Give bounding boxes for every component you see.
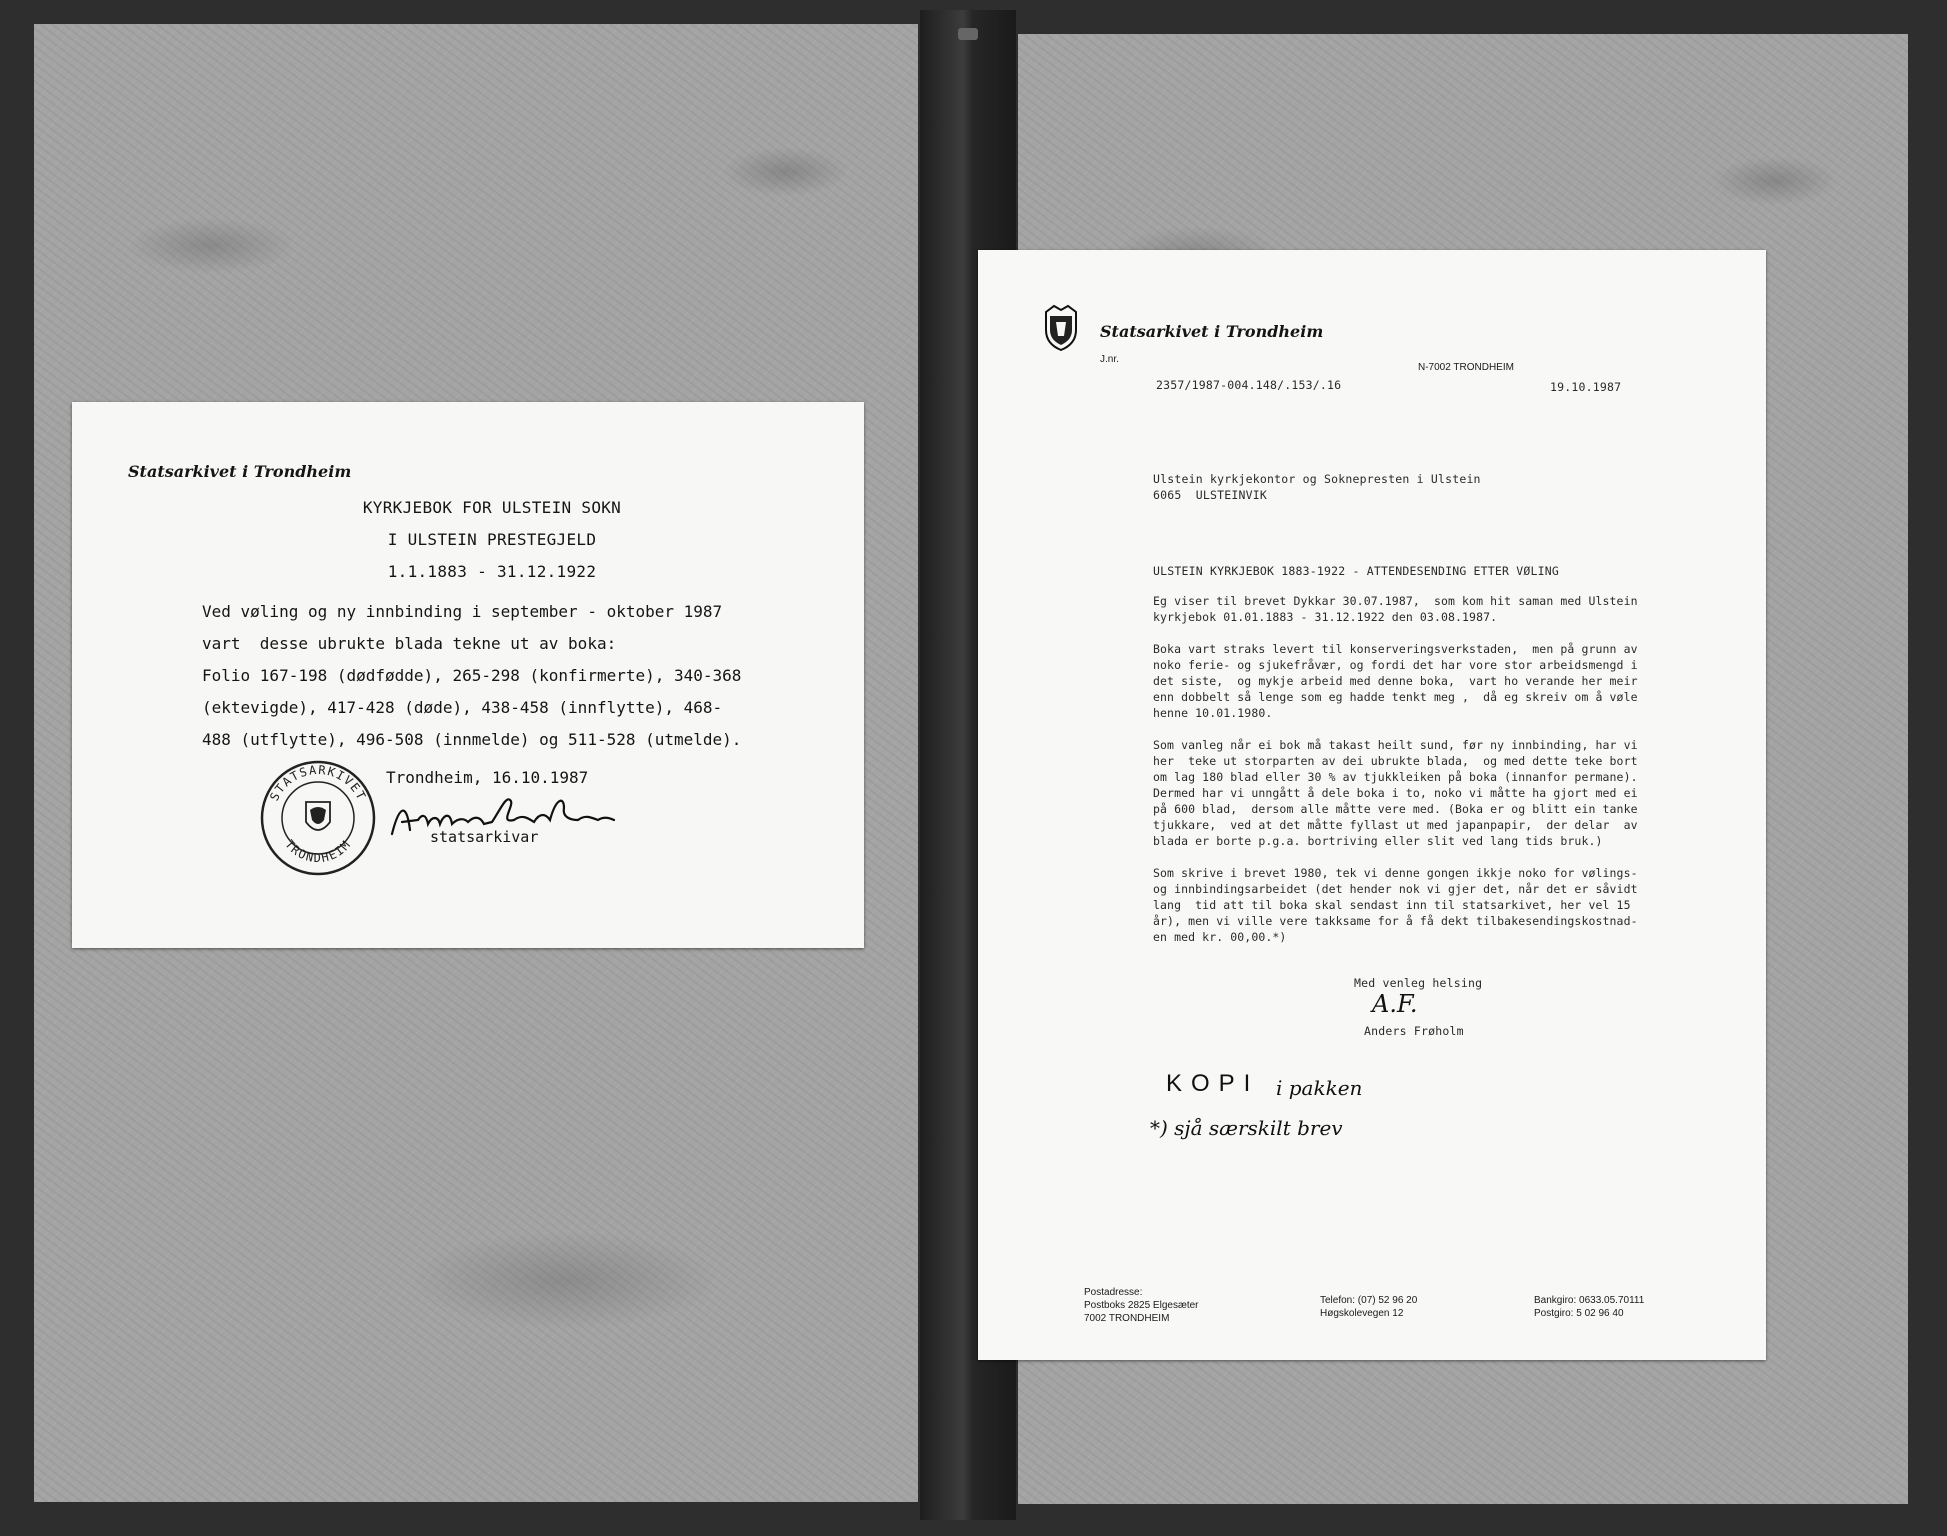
reference-number: 2357/1987-004.148/.153/.16 — [1156, 378, 1342, 392]
paragraph-line: noko ferie- og sjukefråvær, og fordi det har vore stor arbeidsmengd i — [1153, 658, 1638, 672]
handwritten-kopi-note: i pakken — [1276, 1076, 1363, 1100]
card-body-line: vart desse ubrukte blada tekne ut av boka: — [202, 634, 617, 653]
handwritten-footnote: *) sjå særskilt brev — [1150, 1116, 1343, 1140]
paragraph-line: tjukkare, ved at det måtte fyllast ut med japanpapir, der delar av — [1153, 818, 1638, 832]
paragraph-line: Som vanleg når ei bok må takast heilt sund, før ny innbinding, har vi — [1153, 738, 1638, 752]
statsarkivet-stamp — [258, 758, 378, 878]
card-title-line: KYRKJEBOK FOR ULSTEIN SOKN — [362, 498, 622, 517]
letter-subject: ULSTEIN KYRKJEBOK 1883-1922 - ATTENDESENDING ETTER VØLING — [1153, 564, 1560, 578]
handwritten-initials: A.F. — [1372, 990, 1418, 1018]
signer-name: Anders Frøholm — [1364, 1024, 1464, 1038]
paragraph-line: og innbindingsarbeidet (det hender nok vi gjer det, når det er såvidt — [1153, 882, 1638, 896]
footer-giro — [1534, 1294, 1644, 1320]
card-body-line: Ved vøling og ny innbinding i september - oktober 1987 — [202, 602, 723, 621]
card-role: statsarkivar — [430, 828, 539, 846]
paragraph-line: enn dobbelt så lenge som eg hadde tenkt meg , då eg skreiv om å vøle — [1153, 690, 1638, 704]
paragraph-line: på 600 blad, dersom alle måtte vere med. (Boka er og blitt ein tanke — [1153, 802, 1638, 816]
archive-letter — [978, 250, 1766, 1360]
paragraph-line: Som skrive i brevet 1980, tek vi denne gongen ikkje noko for vølings- — [1153, 866, 1638, 880]
paragraph-line: Boka vart straks levert til konserveringsverkstaden, men på grunn av — [1153, 642, 1638, 656]
footer-postal-label: Postadresse: — [1084, 1287, 1143, 1298]
norwegian-coat-of-arms-icon — [1042, 304, 1080, 352]
closing: Med venleg helsing — [1354, 976, 1483, 990]
footer-postal-line: Postboks 2825 Elgesæter — [1084, 1300, 1199, 1311]
paragraph-line: om lag 180 blad eller 30 % av tjukkleiken på boka (innanfor permane). — [1153, 770, 1638, 784]
spine-ring — [958, 28, 978, 40]
paragraph-line: Eg viser til brevet Dykkar 30.07.1987, som kom hit saman med Ulstein — [1153, 594, 1638, 608]
archive-note-card — [72, 402, 864, 948]
card-place-date: Trondheim, 16.10.1987 — [386, 768, 589, 787]
card-letterhead: Statsarkivet i Trondheim — [128, 462, 352, 481]
paragraph-line: henne 10.01.1980. — [1153, 706, 1273, 720]
paragraph-line: lang tid att til boka skal sendast inn til statsarkivet, her vel 15 — [1153, 898, 1631, 912]
paragraph-line: år), men vi ville vere takksame for å få dekt tilbakesendingskostnad- — [1153, 914, 1638, 928]
paragraph-line: her teke ut storparten av dei ubrukte blada, og med dette teke bort — [1153, 754, 1638, 768]
paragraph-line: kyrkjebok 01.01.1883 - 31.12.1922 den 03.08.1987. — [1153, 610, 1498, 624]
card-body-line: Folio 167-198 (dødfødde), 265-298 (konfirmerte), 340-368 — [202, 666, 742, 685]
recipient-line: 6065 ULSTEINVIK — [1153, 488, 1267, 502]
footer-postal-line: 7002 TRONDHEIM — [1084, 1313, 1170, 1324]
letter-date: 19.10.1987 — [1550, 380, 1622, 394]
footer-contact — [1320, 1294, 1417, 1320]
address-city: N-7002 TRONDHEIM — [1418, 362, 1514, 373]
card-title-line: I ULSTEIN PRESTEGJELD — [387, 530, 597, 549]
paragraph-line: det siste, og mykje arbeid med denne boka, vart ho verande her meir — [1153, 674, 1638, 688]
svg-text:TRONDHEIM: TRONDHEIM — [282, 837, 354, 865]
card-body-line: 488 (utflytte), 496-508 (innmelde) og 511-528 (utmelde). — [202, 730, 742, 749]
footer-street: Høgskolevegen 12 — [1320, 1308, 1404, 1319]
letter-letterhead: Statsarkivet i Trondheim — [1100, 322, 1324, 341]
footer-postgiro: Postgiro: 5 02 96 40 — [1534, 1308, 1624, 1319]
card-title-line: 1.1.1883 - 31.12.1922 — [387, 562, 597, 581]
jnr-label: J.nr. — [1100, 354, 1119, 365]
paragraph-line: Dermed har vi unngått å dele boka i to, noko vi måtte ha gjort med ei — [1153, 786, 1638, 800]
footer-bankgiro: Bankgiro: 0633.05.70111 — [1534, 1295, 1645, 1306]
paragraph-line: en med kr. 00,00.*) — [1153, 930, 1287, 944]
handwritten-kopi: KOPI — [1166, 1070, 1260, 1097]
card-body-line: (ektevigde), 417-428 (døde), 438-458 (innflytte), 468- — [202, 698, 723, 717]
footer-phone: Telefon: (07) 52 96 20 — [1320, 1295, 1418, 1306]
paragraph-line: blada er borte p.g.a. bortriving eller slit ved lang tids bruk.) — [1153, 834, 1603, 848]
footer-postal — [1084, 1286, 1199, 1325]
recipient-line: Ulstein kyrkjekontor og Soknepresten i Ulstein — [1153, 472, 1481, 486]
svg-text:STATSARKIVET: STATSARKIVET — [267, 762, 369, 804]
